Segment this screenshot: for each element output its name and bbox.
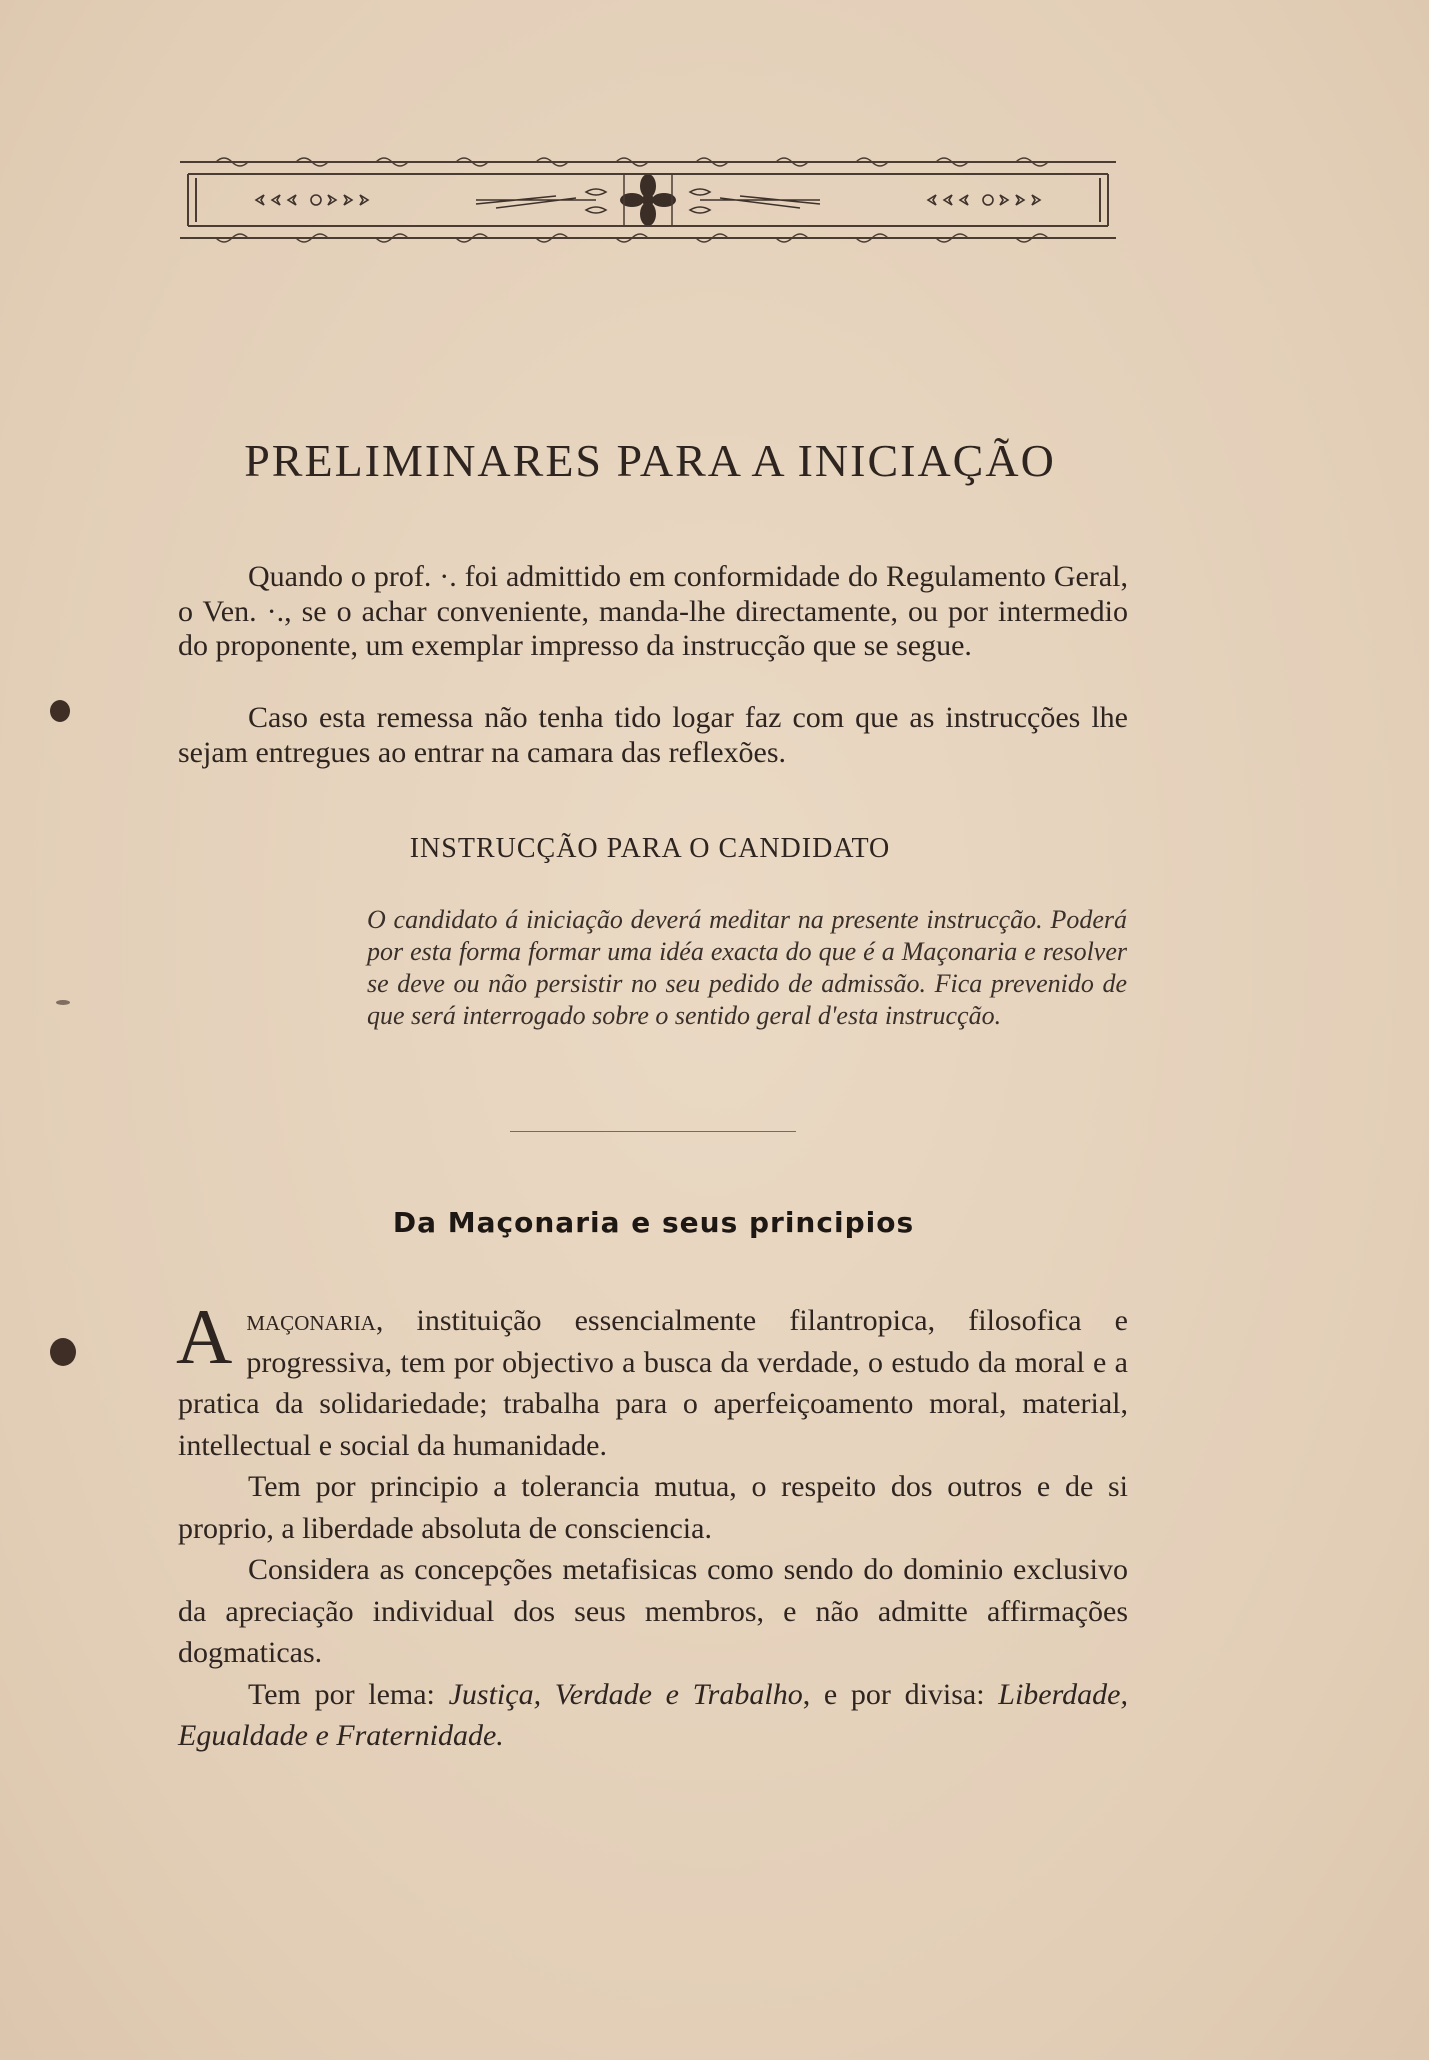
body-smallcaps-word: maçonaria, bbox=[246, 1304, 384, 1337]
paper-mark bbox=[56, 1000, 70, 1005]
instruction-text: O candidato á iniciação deverá meditar na presente instrucção. Poderá por esta forma formar uma idéa exacta do que é a Maçonaria e resolver se deve ou não persistir no seu pedido de admissão. Fica prevenido de que será interrogado sobre o sentido geral d'esta instrucção. bbox=[367, 905, 1127, 1030]
intro-paragraph-2 bbox=[178, 701, 1128, 770]
header-ornament bbox=[176, 152, 1120, 248]
body-paragraph-2: Tem por principio a tolerancia mutua, o respeito dos outros e de si proprio, a liberdade absoluta de consciencia. bbox=[178, 1470, 1128, 1545]
section-heading: Da Maçonaria e seus principios bbox=[392, 1206, 915, 1239]
device: Liberdade, Egualdade e Fraternidade. bbox=[178, 1677, 1128, 1752]
intro-paragraph-2-text: Caso esta remessa não tenha tido logar faz com que as instrucções lhe sejam entregues ao entrar na camara das reflexões. bbox=[178, 701, 1128, 769]
section-divider bbox=[510, 1131, 796, 1132]
intro-paragraph-1 bbox=[178, 560, 1128, 664]
body-paragraph-3: Considera as concepções metafisicas como sendo do dominio exclusivo da apreciação individual dos seus membros, e não admitte affirmações dogmaticas. bbox=[178, 1553, 1128, 1669]
drop-cap: A bbox=[176, 1293, 233, 1380]
section-body bbox=[176, 1293, 1128, 1757]
paper-hole bbox=[50, 700, 70, 722]
paper-hole bbox=[50, 1338, 76, 1366]
body-paragraph-4 bbox=[178, 1674, 1128, 1757]
body-paragraph-1-text: instituição essencialmente filantropica, filosofica e progressiva, tem por objectivo a busca da verdade, o estudo da moral e a pratica da solidariedade; trabalha para o aperfeiçoamento moral, material, intellectual e social da humanidade. bbox=[178, 1304, 1128, 1462]
motto: Justiça, Verdade e Trabalho bbox=[448, 1677, 803, 1711]
page-title: PRELIMINARES PARA A INICIAÇÃO bbox=[244, 435, 1056, 486]
motto-lead: Tem por lema: bbox=[248, 1677, 449, 1711]
device-lead: , e por divisa: bbox=[802, 1677, 999, 1711]
body-paragraph-1 bbox=[176, 1293, 1128, 1466]
intro-paragraph-1-text: Quando o prof. ·. foi admittido em conformidade do Regulamento Geral, o Ven. ·., se o achar conveniente, manda-lhe directamente, ou por intermedio do proponente, um exemplar impresso da instrucção que se segue. bbox=[178, 560, 1128, 662]
instruction-heading: INSTRUCÇÃO PARA O CANDIDATO bbox=[409, 833, 891, 864]
